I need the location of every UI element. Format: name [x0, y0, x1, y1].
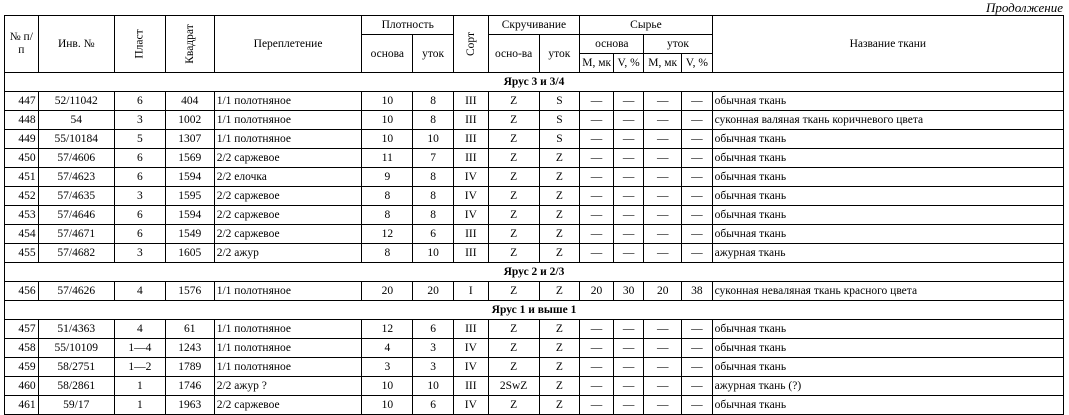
cell-twist-warp: 2SwZ	[488, 377, 539, 396]
cell-num: 461	[5, 396, 39, 415]
table-row	[5, 111, 1064, 130]
cell-sort: III	[454, 111, 489, 130]
cell-plast: 6	[114, 206, 165, 225]
cell-raw-weft-v: —	[682, 187, 713, 206]
table-row	[5, 396, 1064, 415]
table-row	[5, 130, 1064, 149]
cell-plast: 3	[114, 111, 165, 130]
continuation-label: Продолжение	[985, 0, 1063, 15]
section-title: Ярус 3 и 3/4	[5, 73, 1064, 92]
cell-twist-weft: Z	[539, 225, 580, 244]
cell-twist-warp: Z	[488, 358, 539, 377]
cell-sort: IV	[454, 358, 489, 377]
cell-raw-weft-v: —	[682, 358, 713, 377]
cell-twist-warp: Z	[488, 111, 539, 130]
cell-kvadrat: 1594	[165, 206, 214, 225]
cell-weave: 1/1 полотняное	[214, 320, 362, 339]
cell-raw-warp-v: —	[613, 358, 644, 377]
cell-inv: 57/4635	[38, 187, 114, 206]
twist-weft-header: уток	[539, 35, 580, 73]
cell-raw-weft-m: —	[644, 396, 682, 415]
cell-twist-weft: Z	[539, 149, 580, 168]
cell-inv: 58/2861	[38, 377, 114, 396]
section-row	[5, 263, 1064, 282]
cell-raw-warp-m: —	[580, 339, 614, 358]
cell-twist-weft: Z	[539, 187, 580, 206]
cell-twist-warp: Z	[488, 206, 539, 225]
col-twist-header: Скручивание	[488, 16, 580, 35]
cell-density-weft: 7	[413, 149, 454, 168]
cell-raw-weft-m: 20	[644, 282, 682, 301]
cell-fabric-name: обычная ткань	[712, 339, 1063, 358]
section-title: Ярус 1 и выше 1	[5, 301, 1064, 320]
raw-weft-header: уток	[644, 35, 712, 54]
cell-plast: 6	[114, 168, 165, 187]
cell-density-warp: 11	[362, 149, 413, 168]
cell-raw-weft-v: —	[682, 111, 713, 130]
cell-twist-weft: Z	[539, 320, 580, 339]
cell-num: 452	[5, 187, 39, 206]
cell-raw-warp-m: —	[580, 168, 614, 187]
cell-raw-weft-m: —	[644, 111, 682, 130]
cell-twist-warp: Z	[488, 130, 539, 149]
cell-density-weft: 8	[413, 92, 454, 111]
density-weft-header: уток	[413, 35, 454, 73]
cell-kvadrat: 1569	[165, 149, 214, 168]
cell-fabric-name: обычная ткань	[712, 187, 1063, 206]
cell-weave: 2/2 ажур ?	[214, 377, 362, 396]
cell-plast: 4	[114, 282, 165, 301]
cell-twist-weft: S	[539, 92, 580, 111]
plast-label: Пласт	[133, 29, 146, 59]
cell-num: 456	[5, 282, 39, 301]
cell-sort: III	[454, 244, 489, 263]
section-row	[5, 301, 1064, 320]
cell-kvadrat: 1595	[165, 187, 214, 206]
cell-fabric-name: суконная валяная ткань коричневого цвета	[712, 111, 1063, 130]
cell-density-weft: 10	[413, 377, 454, 396]
cell-raw-warp-v: —	[613, 92, 644, 111]
cell-density-warp: 10	[362, 92, 413, 111]
cell-raw-warp-v: —	[613, 339, 644, 358]
cell-fabric-name: ажурная ткань	[712, 244, 1063, 263]
cell-twist-weft: Z	[539, 282, 580, 301]
cell-weave: 1/1 полотняное	[214, 130, 362, 149]
col-kvadrat-header	[165, 16, 214, 73]
cell-twist-warp: Z	[488, 187, 539, 206]
cell-inv: 55/10184	[38, 130, 114, 149]
cell-twist-warp: Z	[488, 225, 539, 244]
cell-raw-weft-m: —	[644, 377, 682, 396]
col-inv-header: Инв. №	[38, 16, 114, 73]
cell-raw-weft-m: —	[644, 149, 682, 168]
cell-twist-weft: Z	[539, 377, 580, 396]
cell-density-warp: 8	[362, 206, 413, 225]
cell-density-weft: 6	[413, 320, 454, 339]
cell-weave: 2/2 саржевое	[214, 396, 362, 415]
cell-raw-weft-v: —	[682, 149, 713, 168]
cell-raw-warp-v: —	[613, 149, 644, 168]
cell-sort: III	[454, 130, 489, 149]
cell-raw-warp-m: —	[580, 92, 614, 111]
cell-twist-weft: Z	[539, 358, 580, 377]
cell-weave: 1/1 полотняное	[214, 92, 362, 111]
cell-num: 448	[5, 111, 39, 130]
cell-fabric-name: обычная ткань	[712, 92, 1063, 111]
cell-kvadrat: 1594	[165, 168, 214, 187]
cell-raw-weft-v: —	[682, 168, 713, 187]
cell-weave: 2/2 саржевое	[214, 187, 362, 206]
section-row	[5, 73, 1064, 92]
cell-kvadrat: 1789	[165, 358, 214, 377]
cell-weave: 1/1 полотняное	[214, 358, 362, 377]
cell-density-weft: 6	[413, 225, 454, 244]
cell-weave: 2/2 саржевое	[214, 225, 362, 244]
sort-label: Сорт	[464, 31, 477, 57]
cell-fabric-name: обычная ткань	[712, 130, 1063, 149]
cell-inv: 57/4671	[38, 225, 114, 244]
cell-twist-weft: Z	[539, 206, 580, 225]
cell-raw-warp-v: —	[613, 187, 644, 206]
cell-weave: 2/2 саржевое	[214, 206, 362, 225]
cell-twist-weft: S	[539, 111, 580, 130]
cell-density-weft: 8	[413, 111, 454, 130]
cell-density-weft: 3	[413, 339, 454, 358]
fabric-table	[4, 15, 1064, 415]
cell-weave: 1/1 полотняное	[214, 282, 362, 301]
raw-warp-v-header: V, %	[613, 54, 644, 73]
cell-raw-weft-m: —	[644, 320, 682, 339]
cell-num: 449	[5, 130, 39, 149]
cell-raw-warp-m: —	[580, 320, 614, 339]
raw-weft-m-header: М, мк	[644, 54, 682, 73]
cell-plast: 6	[114, 92, 165, 111]
cell-twist-weft: Z	[539, 396, 580, 415]
cell-sort: IV	[454, 168, 489, 187]
cell-raw-warp-m: —	[580, 225, 614, 244]
cell-sort: IV	[454, 187, 489, 206]
cell-num: 457	[5, 320, 39, 339]
cell-twist-warp: Z	[488, 339, 539, 358]
cell-raw-warp-v: —	[613, 130, 644, 149]
cell-fabric-name: обычная ткань	[712, 168, 1063, 187]
cell-plast: 5	[114, 130, 165, 149]
cell-raw-weft-v: —	[682, 396, 713, 415]
cell-inv: 55/10109	[38, 339, 114, 358]
cell-kvadrat: 1002	[165, 111, 214, 130]
cell-fabric-name: обычная ткань	[712, 358, 1063, 377]
cell-raw-weft-v: 38	[682, 282, 713, 301]
twist-warp-header: осно-ва	[488, 35, 539, 73]
cell-num: 450	[5, 149, 39, 168]
table-row	[5, 149, 1064, 168]
header-row-1	[5, 16, 1064, 35]
cell-raw-weft-v: —	[682, 225, 713, 244]
cell-sort: IV	[454, 206, 489, 225]
cell-inv: 57/4646	[38, 206, 114, 225]
cell-density-weft: 8	[413, 168, 454, 187]
cell-density-weft: 8	[413, 206, 454, 225]
cell-raw-weft-m: —	[644, 244, 682, 263]
cell-raw-weft-m: —	[644, 358, 682, 377]
cell-density-warp: 9	[362, 168, 413, 187]
cell-inv: 52/11042	[38, 92, 114, 111]
cell-density-warp: 8	[362, 187, 413, 206]
table-row	[5, 206, 1064, 225]
col-plast-header	[114, 16, 165, 73]
table-row	[5, 377, 1064, 396]
cell-raw-warp-v: —	[613, 244, 644, 263]
cell-inv: 57/4606	[38, 149, 114, 168]
cell-fabric-name: ажурная ткань (?)	[712, 377, 1063, 396]
cell-kvadrat: 1746	[165, 377, 214, 396]
cell-inv: 59/17	[38, 396, 114, 415]
cell-weave: 1/1 полотняное	[214, 339, 362, 358]
cell-density-warp: 4	[362, 339, 413, 358]
cell-sort: III	[454, 149, 489, 168]
cell-twist-warp: Z	[488, 168, 539, 187]
cell-inv: 54	[38, 111, 114, 130]
cell-raw-warp-v: 30	[613, 282, 644, 301]
cell-weave: 1/1 полотняное	[214, 111, 362, 130]
col-raw-header: Сырье	[580, 16, 712, 35]
cell-raw-weft-m: —	[644, 92, 682, 111]
cell-inv: 57/4626	[38, 282, 114, 301]
cell-num: 458	[5, 339, 39, 358]
cell-num: 454	[5, 225, 39, 244]
cell-plast: 4	[114, 320, 165, 339]
cell-raw-weft-m: —	[644, 225, 682, 244]
cell-fabric-name: суконная неваляная ткань красного цвета	[712, 282, 1063, 301]
cell-inv: 58/2751	[38, 358, 114, 377]
cell-sort: IV	[454, 339, 489, 358]
kvadrat-label: Квадрат	[183, 24, 196, 64]
cell-num: 455	[5, 244, 39, 263]
table-row	[5, 358, 1064, 377]
cell-density-warp: 3	[362, 358, 413, 377]
cell-twist-warp: Z	[488, 244, 539, 263]
cell-sort: III	[454, 92, 489, 111]
cell-kvadrat: 1963	[165, 396, 214, 415]
cell-kvadrat: 1307	[165, 130, 214, 149]
cell-density-warp: 8	[362, 244, 413, 263]
cell-fabric-name: обычная ткань	[712, 149, 1063, 168]
table-row	[5, 187, 1064, 206]
cell-raw-warp-m: —	[580, 244, 614, 263]
cell-plast: 1	[114, 377, 165, 396]
cell-raw-weft-m: —	[644, 206, 682, 225]
cell-plast: 1—2	[114, 358, 165, 377]
cell-density-warp: 10	[362, 130, 413, 149]
cell-raw-warp-m: —	[580, 149, 614, 168]
cell-kvadrat: 1243	[165, 339, 214, 358]
cell-raw-weft-v: —	[682, 92, 713, 111]
col-density-header: Плотность	[362, 16, 454, 35]
cell-num: 447	[5, 92, 39, 111]
cell-raw-weft-v: —	[682, 320, 713, 339]
col-sort-header	[454, 16, 489, 73]
cell-fabric-name: обычная ткань	[712, 396, 1063, 415]
cell-inv: 57/4682	[38, 244, 114, 263]
cell-raw-warp-m: —	[580, 358, 614, 377]
cell-sort: III	[454, 225, 489, 244]
cell-sort: III	[454, 320, 489, 339]
cell-raw-warp-v: —	[613, 320, 644, 339]
cell-raw-warp-m: —	[580, 377, 614, 396]
cell-density-weft: 10	[413, 244, 454, 263]
cell-raw-weft-m: —	[644, 187, 682, 206]
cell-density-weft: 6	[413, 396, 454, 415]
cell-density-warp: 20	[362, 282, 413, 301]
cell-raw-warp-v: —	[613, 225, 644, 244]
cell-twist-warp: Z	[488, 320, 539, 339]
raw-weft-v-header: V, %	[682, 54, 713, 73]
cell-fabric-name: обычная ткань	[712, 225, 1063, 244]
cell-density-warp: 10	[362, 377, 413, 396]
table-row	[5, 282, 1064, 301]
cell-plast: 1—4	[114, 339, 165, 358]
table-row	[5, 92, 1064, 111]
table-row	[5, 225, 1064, 244]
cell-twist-warp: Z	[488, 282, 539, 301]
cell-density-weft: 8	[413, 187, 454, 206]
cell-twist-warp: Z	[488, 149, 539, 168]
cell-density-warp: 12	[362, 225, 413, 244]
cell-plast: 3	[114, 244, 165, 263]
cell-weave: 2/2 ажур	[214, 244, 362, 263]
section-title: Ярус 2 и 2/3	[5, 263, 1064, 282]
table-row	[5, 320, 1064, 339]
cell-raw-weft-v: —	[682, 130, 713, 149]
cell-raw-warp-m: —	[580, 187, 614, 206]
cell-weave: 2/2 елочка	[214, 168, 362, 187]
cell-kvadrat: 61	[165, 320, 214, 339]
cell-num: 453	[5, 206, 39, 225]
cell-twist-weft: Z	[539, 244, 580, 263]
col-num-header: № п/п	[5, 16, 39, 73]
cell-raw-warp-v: —	[613, 111, 644, 130]
cell-density-weft: 20	[413, 282, 454, 301]
cell-num: 459	[5, 358, 39, 377]
cell-raw-warp-m: —	[580, 396, 614, 415]
cell-plast: 6	[114, 149, 165, 168]
cell-inv: 51/4363	[38, 320, 114, 339]
cell-raw-warp-m: —	[580, 111, 614, 130]
table-body	[5, 73, 1064, 415]
cell-kvadrat: 1605	[165, 244, 214, 263]
raw-warp-header: основа	[580, 35, 644, 54]
cell-density-warp: 12	[362, 320, 413, 339]
cell-kvadrat: 1549	[165, 225, 214, 244]
cell-twist-warp: Z	[488, 92, 539, 111]
cell-raw-weft-v: —	[682, 377, 713, 396]
raw-warp-m-header: М, мк	[580, 54, 614, 73]
table-row	[5, 168, 1064, 187]
cell-inv: 57/4623	[38, 168, 114, 187]
cell-raw-warp-v: —	[613, 396, 644, 415]
cell-kvadrat: 1576	[165, 282, 214, 301]
cell-raw-weft-m: —	[644, 339, 682, 358]
cell-density-warp: 10	[362, 396, 413, 415]
cell-raw-weft-v: —	[682, 244, 713, 263]
cell-kvadrat: 404	[165, 92, 214, 111]
cell-twist-weft: Z	[539, 168, 580, 187]
cell-num: 460	[5, 377, 39, 396]
cell-raw-warp-v: —	[613, 168, 644, 187]
cell-fabric-name: обычная ткань	[712, 206, 1063, 225]
cell-raw-weft-m: —	[644, 168, 682, 187]
cell-num: 451	[5, 168, 39, 187]
cell-density-weft: 3	[413, 358, 454, 377]
density-warp-header: основа	[362, 35, 413, 73]
cell-raw-warp-v: —	[613, 206, 644, 225]
table-row	[5, 339, 1064, 358]
cell-raw-weft-m: —	[644, 130, 682, 149]
cell-raw-warp-m: —	[580, 206, 614, 225]
cell-twist-weft: Z	[539, 339, 580, 358]
cell-density-warp: 10	[362, 111, 413, 130]
cell-raw-weft-v: —	[682, 206, 713, 225]
cell-raw-warp-v: —	[613, 377, 644, 396]
cell-raw-weft-v: —	[682, 339, 713, 358]
cell-density-weft: 10	[413, 130, 454, 149]
table-row	[5, 244, 1064, 263]
cell-plast: 3	[114, 187, 165, 206]
cell-plast: 6	[114, 225, 165, 244]
cell-raw-warp-m: 20	[580, 282, 614, 301]
col-name-header: Название ткани	[712, 16, 1063, 73]
cell-twist-warp: Z	[488, 396, 539, 415]
cell-raw-warp-m: —	[580, 130, 614, 149]
cell-sort: III	[454, 377, 489, 396]
col-weave-header: Переплетение	[214, 16, 362, 73]
cell-plast: 1	[114, 396, 165, 415]
cell-sort: IV	[454, 396, 489, 415]
cell-twist-weft: S	[539, 130, 580, 149]
cell-weave: 2/2 саржевое	[214, 149, 362, 168]
cell-fabric-name: обычная ткань	[712, 320, 1063, 339]
cell-sort: I	[454, 282, 489, 301]
